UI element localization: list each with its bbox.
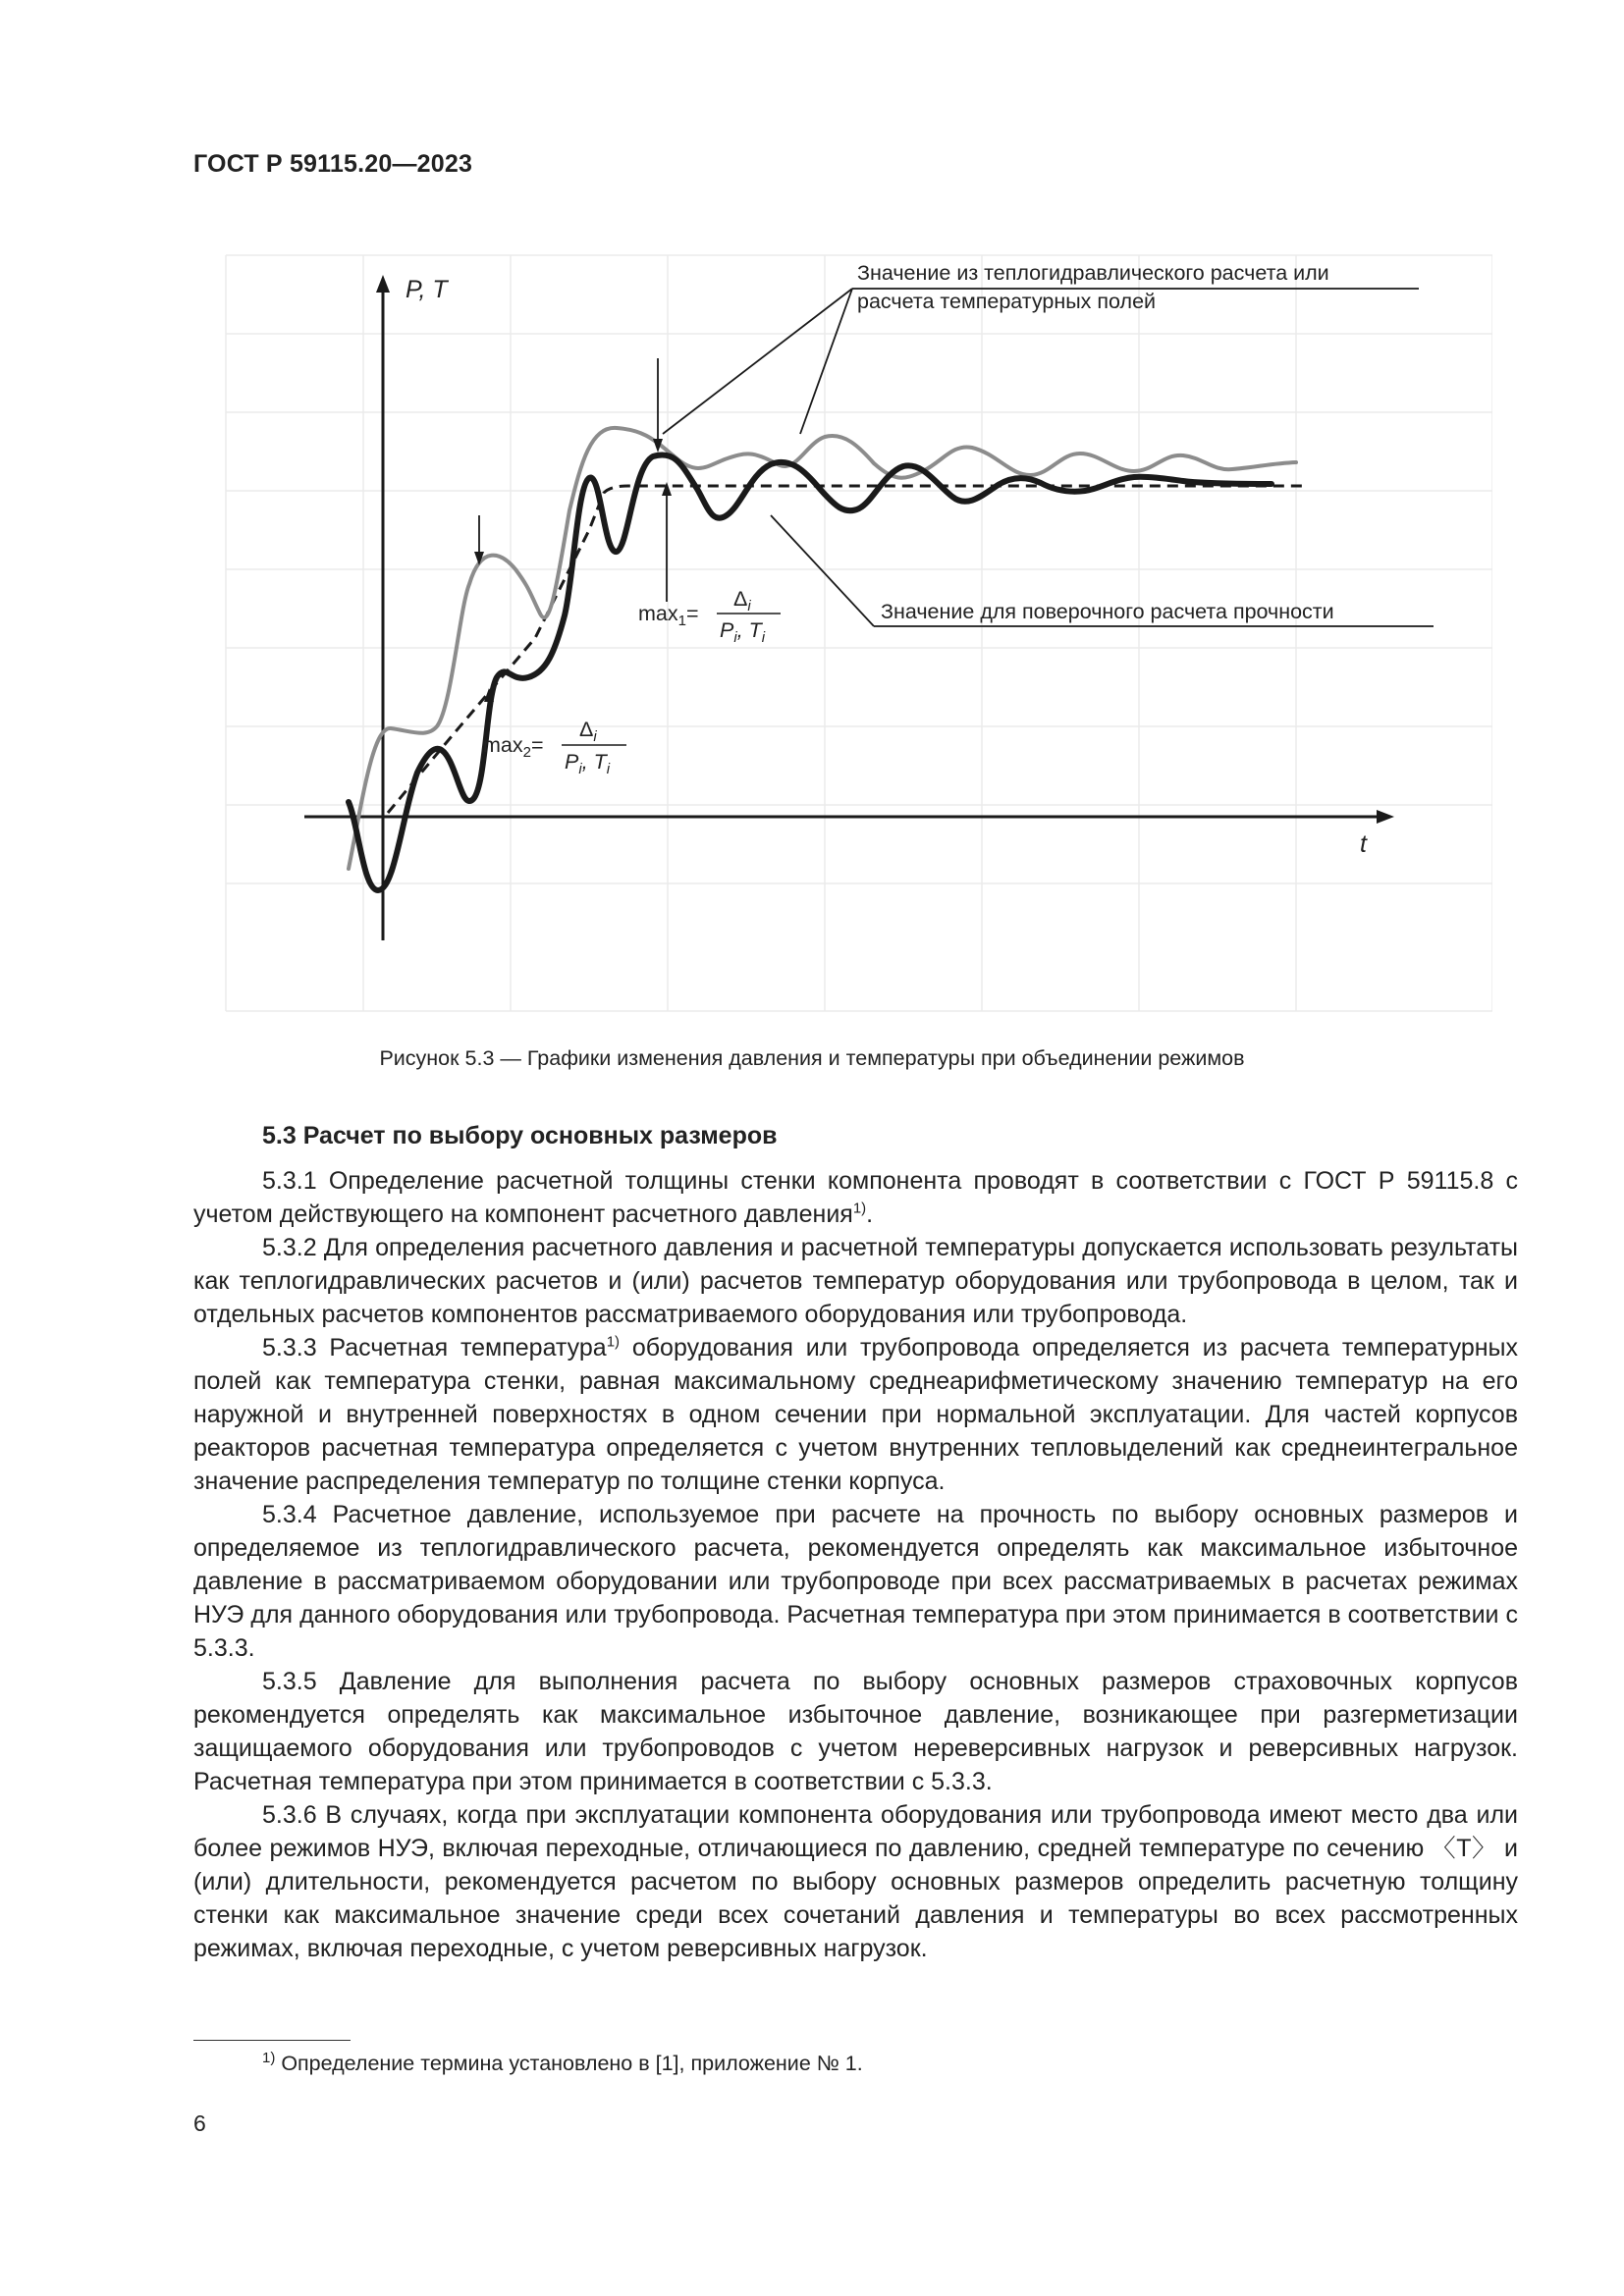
chart-grid — [226, 255, 1492, 1011]
paragraph-5-3-6: 5.3.6 В случаях, когда при эксплуатации компонента оборудования или трубопровода имеют место два или более режимов НУЭ, включая переходные, отличающиеся по давлению, средней температуре по сечению 〈T〉 и (или) длительности, рекомендуется расчетом по выбору основных размеров определить расчетную толщину стенки как максимальное значение среди всех сочетаний давления и температуры во всех рассмотренных режимах, включая переходные, с учетом реверсивных нагрузок. — [193, 1801, 1518, 1962]
y-axis-arrow — [376, 275, 390, 293]
callout-lower: Значение для поверочного расчета прочности — [881, 600, 1334, 623]
black-curve-strength-check — [349, 454, 1272, 890]
max1-denominator: $P_i$, $T_i$ — [720, 618, 766, 646]
paragraph-5-3-4: 5.3.4 Расчетное давление, используемое при расчете на прочность по выбору основных размеров и определяемое из теплогидравлического расчета, рекомендуется определять как максимальное избыточное давление в рассматриваемом оборудовании или трубопроводе при всех рассматриваемых в расчетах режимах НУЭ для данного оборудования или трубопровода. Расчетная температура при этом принимается в соответствии с 5.3.3. — [193, 1501, 1518, 1662]
page-number: 6 — [193, 2110, 206, 2136]
dashed-design-curve — [388, 486, 1306, 813]
max2-denominator: $P_i$, $T_i$ — [565, 750, 611, 777]
callout-upper-line2: расчета температурных полей — [857, 290, 1157, 313]
pressure-temperature-chart — [216, 236, 1492, 1021]
max2-label: $\max_2=$ — [483, 733, 544, 761]
document-header: ГОСТ Р 59115.20—2023 — [193, 150, 473, 178]
figure-5-3 — [216, 236, 1492, 1021]
figure-caption: Рисунок 5.3 — Графики изменения давления и температуры при объединении режимов — [379, 1046, 1245, 1070]
callout-leaders — [663, 289, 1434, 626]
y-axis-label: P, T — [406, 276, 448, 303]
section-title: 5.3 Расчет по выбору основных размеров — [262, 1122, 778, 1149]
x-axis-label: t — [1360, 830, 1367, 858]
footnote-divider — [193, 2040, 351, 2041]
paragraph-5-3-3: 5.3.3 Расчетная температура$^{1)}$ оборудования или трубопровода определяется из расчета температурных полей как температура стенки, равная максимальному среднеарифметическому значению температур на его наружной и внутренней поверхностях в одном сечении при нормальной эксплуатации. Для частей корпусов реакторов расчетная температура определяется с учетом внутренних тепловыделений как среднеинтегральное значение распределения температур по толщине стенки корпуса. — [193, 1333, 1518, 1495]
max1-numerator: $\Delta_i$ — [733, 587, 751, 614]
max2-numerator: $\Delta_i$ — [579, 718, 597, 745]
section-body — [193, 1119, 1518, 1965]
paragraph-5-3-2: 5.3.2 Для определения расчетного давления и расчетной температуры допускается использовать результаты как теплогидравлических расчетов и (или) расчетов температур оборудования или трубопровода в целом, так и отдельных расчетов компонентов рассматриваемого оборудования или трубопровода. — [193, 1234, 1518, 1328]
max1-label: $\max_1=$ — [638, 602, 699, 629]
callout-upper-line1: Значение из теплогидравлического расчета или — [857, 261, 1329, 285]
max1-formula — [638, 587, 781, 646]
paragraph-5-3-1: 5.3.1 Определение расчетной толщины стенки компонента проводят в соответствии с ГОСТ Р 59115.8 с учетом действующего на компонент расчетного давления$^{1)}$. — [193, 1167, 1518, 1228]
paragraph-5-3-5: 5.3.5 Давление для выполнения расчета по выбору основных размеров страховочных корпусов рекомендуется определять как максимальное избыточное давление, возникающее при разгерметизации защищаемого оборудования или трубопроводов с учетом нереверсивных нагрузок и реверсивных нагрузок. Расчетная температура при этом принимается в соответствии с 5.3.3. — [193, 1668, 1518, 1795]
x-axis-arrow — [1377, 810, 1394, 824]
footnote: $^{1)}$ Определение термина установлено в [1], приложение № 1. — [262, 2049, 863, 2075]
